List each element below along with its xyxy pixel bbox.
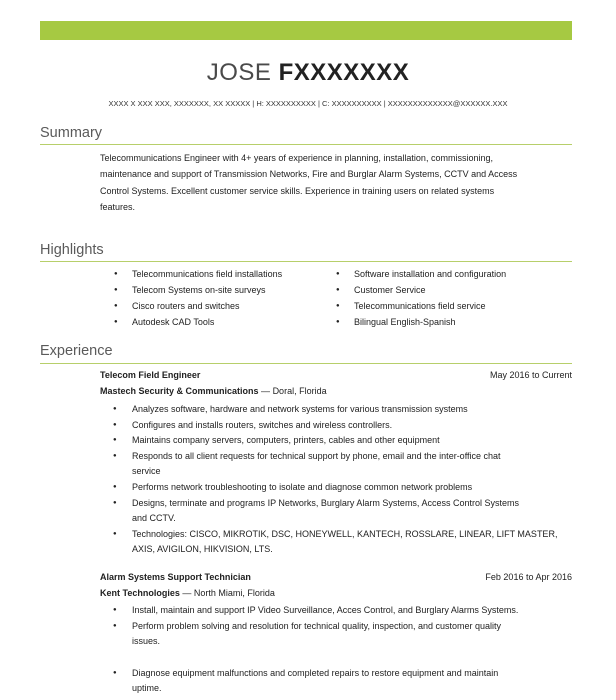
bullet-line: ● Maintains company servers, computers, printers, cables and other equipment — [132, 435, 440, 446]
bullet-line: ● Install, maintain and support IP Video Surveillance, Acces Control, and Burglary Alarms Systems. — [132, 605, 519, 615]
highlight-item: ● Telecom Systems on-site surveys — [132, 285, 266, 295]
summary-line: maintenance and support of Transmission Networks, Fire and Burglar Alarm Systems, CCTV and Access — [100, 169, 518, 180]
summary-line: Control Systems. Excellent customer service skills. Experience in training users on related systems — [100, 185, 495, 196]
job-bullet — [100, 619, 572, 650]
summary-line: Telecommunications Engineer with 4+ years of experience in planning, installation, commissioning, — [100, 153, 493, 163]
highlight-item: ● Telecommunications field installations — [132, 269, 282, 279]
company-separator: — — [258, 386, 273, 396]
job-location: Doral, Florida — [272, 386, 327, 396]
job-bullet — [100, 666, 572, 697]
job-bullet — [100, 496, 572, 527]
highlight-item: ● Customer Service — [354, 285, 426, 295]
summary-line: features. — [100, 201, 136, 212]
highlight-item: ● Telecommunications field service — [354, 301, 486, 311]
company-name: Kent Technologies — [100, 588, 180, 598]
bullet-line: ● Responds to all client requests for technical support by phone, email and the inter-office chat — [132, 450, 501, 461]
contact-info: XXXX X XXX XXX, XXXXXXX, XX XXXXX | H: XXXXXXXXXX | C: XXXXXXXXXX | XXXXXXXXXXXXX@XXXXXX.XXX — [108, 99, 508, 108]
bullet-line: service — [132, 466, 161, 477]
job-bullet — [100, 418, 572, 434]
job-bullet-list — [100, 603, 572, 697]
bullet-line: ● Performs network troubleshooting to isolate and diagnose common network problems — [132, 481, 473, 492]
summary-heading: Summary — [40, 125, 103, 141]
bullet-line: ● Diagnose equipment malfunctions and completed repairs to restore equipment and maintain — [132, 667, 499, 678]
job-bullet — [100, 480, 572, 496]
bullet-line: uptime. — [132, 683, 162, 694]
job-bullet — [100, 433, 572, 449]
company-separator: — — [179, 588, 194, 598]
job-title: Telecom Field Engineer — [100, 370, 201, 380]
header-accent-bar — [40, 21, 572, 40]
highlight-item: ● Cisco routers and switches — [132, 301, 240, 311]
bullet-line: issues. — [132, 636, 161, 647]
job-company-line — [100, 588, 275, 598]
job-bullet — [100, 449, 572, 480]
last-name: FXXXXXXX — [278, 59, 410, 86]
highlight-item: ● Bilingual English-Spanish — [354, 317, 456, 327]
first-name: JOSE — [206, 59, 272, 86]
job-dates: Feb 2016 to Apr 2016 — [485, 572, 572, 582]
bullet-line: AXIS, AVIGILON, HIKVISION, LTS. — [132, 544, 273, 555]
job-bullet — [100, 402, 572, 418]
job-dates: May 2016 to Current — [489, 370, 572, 380]
bullet-line: ● Designs, terminate and programs IP Networks, Burglary Alarm Systems, Access Control Systems — [132, 497, 519, 508]
job-location: North Miami, Florida — [193, 588, 275, 598]
job-company-line — [100, 386, 327, 396]
highlights-divider — [40, 261, 572, 262]
experience-heading: Experience — [40, 343, 113, 359]
job-bullet — [100, 603, 572, 619]
experience-divider — [40, 363, 572, 364]
highlights-heading: Highlights — [40, 242, 104, 258]
candidate-name — [0, 59, 616, 87]
highlight-item: ● Autodesk CAD Tools — [132, 317, 214, 327]
summary-divider — [40, 144, 572, 145]
bullet-line: ● Analyzes software, hardware and network systems for various transmission systems — [132, 404, 468, 414]
job-bullet — [100, 527, 572, 558]
job-bullet-list — [100, 402, 572, 558]
bullet-line: ● Configures and installs routers, switches and wireless controllers. — [132, 419, 393, 430]
bullet-line: ● Technologies: CISCO, MIKROTIK, DSC, HONEYWELL, KANTECH, ROSSLARE, LINEAR, LIFT MASTER, — [132, 528, 558, 539]
job-title: Alarm Systems Support Technician — [100, 572, 251, 582]
bullet-line: and CCTV. — [132, 513, 176, 524]
bullet-line: ● Perform problem solving and resolution for technical quality, inspection, and customer quality — [132, 620, 502, 631]
summary-text — [100, 150, 570, 215]
highlight-item: ● Software installation and configuration — [354, 269, 506, 279]
company-name: Mastech Security & Communications — [100, 386, 259, 396]
